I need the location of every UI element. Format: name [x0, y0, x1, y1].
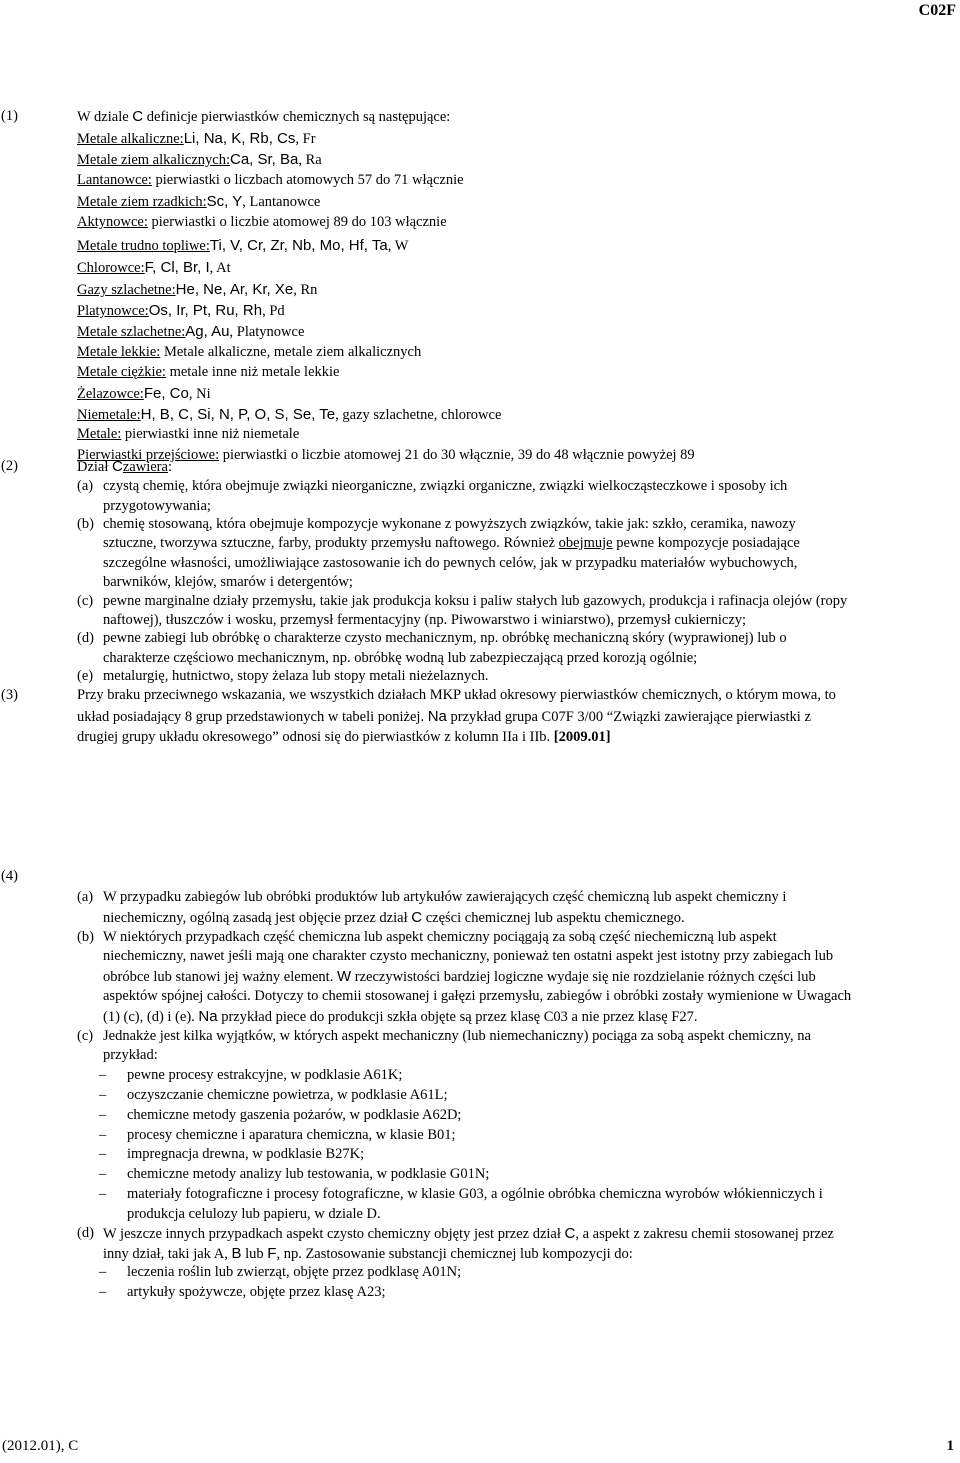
definition-term: Lantanowce:	[77, 172, 152, 188]
note-2-item-c-line: pewne marginalne działy przemysłu, takie jak produkcja koksu i paliw stałych lub gazowych, produkcja i rafinacja olejów (ropy	[103, 593, 848, 609]
definition-rest: , Ra	[298, 152, 322, 168]
definition-line	[77, 323, 304, 341]
note-2-item-b-label: (b)	[77, 516, 94, 532]
note-4-b-line: W niektórych przypadkach część chemiczna lub aspekt chemiczny pociągają za sobą część niechemiczną lub aspekt	[103, 929, 777, 945]
definition-term: Metale ziem alkalicznych:	[77, 152, 230, 168]
definition-rest: , Fr	[295, 131, 316, 147]
definition-line	[77, 302, 285, 320]
definition-term: Aktynowce:	[77, 214, 148, 230]
note-2-section-letter: C	[112, 458, 123, 475]
note-2-item-b-line: barwników, klejów, smarów i detergentów;	[103, 574, 353, 590]
note-4-a-text: niechemiczny, ogólną zasadą jest objęcie przez dział	[103, 910, 412, 926]
note-4-number: (4)	[1, 868, 18, 884]
note-4-c-dash-item: – procesy chemiczne i aparatura chemiczna, w klasie B01;	[99, 1127, 456, 1144]
definition-rest: , Ni	[188, 386, 211, 402]
note-4-d-text-end: , np. Zastosowanie substancji chemicznej lub kompozycji do:	[276, 1246, 633, 1262]
definition-line	[77, 406, 501, 424]
note-2-item-b-underlined: obejmuje	[558, 535, 613, 551]
note-4-b-label: (b)	[77, 929, 94, 945]
definition-elements: He, Ne, Ar, Kr, Xe	[175, 281, 294, 298]
definition-line	[77, 426, 299, 443]
page-code: C02F	[918, 2, 956, 19]
definition-rest: , Platynowce	[229, 324, 305, 340]
note-2-title-underlined: zawiera	[122, 459, 168, 475]
definition-elements: Li, Na, K, Rb, Cs	[183, 130, 296, 147]
definition-term: Gazy szlachetne:	[77, 282, 176, 298]
note-2-item-b-line: chemię stosowaną, która obejmuje kompozycje wykonane z powyższych związków, takie jak: szkło, ceramika, nawozy	[103, 516, 796, 532]
definition-term: Pierwiastki przejściowe:	[77, 447, 220, 463]
definition-term: Niemetale:	[77, 407, 141, 423]
note-4-b-line	[103, 1008, 698, 1026]
note-1-intro-text-end: definicje pierwiastków chemicznych są następujące:	[143, 109, 451, 125]
definition-term: Metale lekkie:	[77, 344, 161, 360]
definition-term: Metale:	[77, 426, 122, 442]
definition-elements: Ti, V, Cr, Zr, Nb, Mo, Hf, Ta	[209, 237, 388, 254]
definition-term: Metale trudno topliwe:	[77, 238, 210, 254]
note-4-c-dash-item: – chemiczne metody analizy lub testowania, w podklasie G01N;	[99, 1166, 489, 1183]
note-2-number: (2)	[1, 458, 18, 474]
note-4-d-line	[103, 1245, 633, 1263]
note-4-d-sans-letter-b: B	[231, 1245, 242, 1262]
note-4-d-text: W jeszcze innych przypadkach aspekt czysto chemiczny objęty jest przez dział	[103, 1226, 565, 1242]
note-2-item-e-label: (e)	[77, 668, 94, 684]
note-4-b-text-end: przykład piece do produkcji szkła objęte są przez klasę C03 a nie przez klasę F27.	[217, 1009, 698, 1025]
definition-line	[77, 237, 408, 255]
note-2-item-e-line: metalurgię, hutnictwo, stopy żelaza lub stopy metali nieżelaznych.	[103, 668, 489, 684]
note-2-item-a-line: czystą chemię, która obejmuje związki nieorganiczne, związki organiczne, związki wielkocząsteczkowe i sposoby ich	[103, 478, 788, 494]
definition-rest: , gazy szlachetne, chlorowce	[335, 407, 502, 423]
definition-line	[77, 385, 211, 403]
note-2-title	[77, 458, 172, 476]
note-4-b-sans-word: Na	[198, 1008, 218, 1025]
definition-term: Metale alkaliczne:	[77, 131, 184, 147]
note-4-b-line: aspektów spójnej całości. Dotyczy to chemii stosowanej i gałęzi przemysłu, zabiegów i obróbki zostały wymienione w Uwagach	[103, 988, 852, 1004]
definition-term: Metale ciężkie:	[77, 364, 166, 380]
definition-term: Metale ziem rzadkich:	[77, 194, 207, 210]
definition-rest: , W	[387, 238, 409, 254]
note-2-item-d-line: pewne zabiegi lub obróbkę o charakterze czysto mechanicznym, np. obróbkę mechaniczną skóry (wyprawionej) lub o	[103, 630, 787, 646]
definition-rest: pierwiastki o liczbie atomowej 89 do 103 włącznie	[147, 214, 447, 230]
definition-elements: Fe, Co	[143, 385, 189, 402]
definition-line	[77, 344, 421, 361]
definition-line	[77, 151, 322, 169]
note-4-b-line	[103, 968, 816, 986]
note-4-c-label: (c)	[77, 1028, 94, 1044]
note-3-version: [2009.01]	[553, 729, 611, 745]
note-4-c-line: przykład:	[103, 1047, 158, 1063]
note-4-c-dash-item: – materiały fotograficzne i procesy fotograficzne, w klasie G03, a ogólnie obróbka chemiczna wyrobów włókienniczych i	[99, 1186, 823, 1203]
definition-elements: Os, Ir, Pt, Ru, Rh	[148, 302, 263, 319]
note-4-b-text: (1) (c), (d) i (e).	[103, 1009, 199, 1025]
note-4-c-line: Jednakże jest kilka wyjątków, w których aspekt mechaniczny (lub niemechaniczny) pociąga za sobą aspekt chemiczny, na	[103, 1028, 811, 1044]
definition-rest: , Pd	[262, 303, 285, 319]
note-2-item-c-label: (c)	[77, 593, 94, 609]
definition-term: Metale szlachetne:	[77, 324, 186, 340]
note-1-number: (1)	[1, 108, 18, 124]
note-4-d-text-mid: lub	[241, 1246, 268, 1262]
note-2-item-d-label: (d)	[77, 630, 94, 646]
note-2-title-colon: :	[167, 459, 172, 475]
note-4-d-line	[103, 1225, 834, 1243]
definition-elements: Ca, Sr, Ba	[229, 151, 299, 168]
definition-elements: H, B, C, Si, N, P, O, S, Se, Te	[140, 406, 336, 423]
note-1-section-letter: C	[132, 108, 144, 125]
note-4-c-dash-item: – chemiczne metody gaszenia pożarów, w podklasie A62D;	[99, 1107, 461, 1124]
note-1-intro-text: W dziale	[77, 109, 133, 125]
note-4-a-sans-letter: C	[411, 909, 423, 926]
definition-line	[77, 281, 317, 299]
note-4-d-label: (d)	[77, 1225, 94, 1241]
definition-term: Platynowce:	[77, 303, 149, 319]
definition-line	[77, 364, 340, 381]
note-4-c-dash-item: – impregnacja drewna, w podklasie B27K;	[99, 1146, 364, 1163]
note-4-d-dash-item: – leczenia roślin lub zwierząt, objęte przez podklasę A01N;	[99, 1264, 461, 1281]
note-4-a-label: (a)	[77, 889, 94, 905]
note-3-number: (3)	[1, 687, 18, 703]
note-4-a-line: W przypadku zabiegów lub obróbki produktów lub artykułów zawierających część chemiczną lub aspekt chemiczny i	[103, 889, 787, 905]
note-4-d-text: inny dział, taki jak A,	[103, 1246, 232, 1262]
note-3-line	[77, 729, 611, 746]
definition-rest: , Lantanowce	[242, 194, 321, 210]
note-4-b-line: niechemiczny, nawet jeśli mają one charakter czysto mechaniczny, ponieważ ten ostatni aspekt jest istotny przy zabiegach lub	[103, 948, 834, 964]
note-1-intro	[77, 108, 450, 126]
note-4-b-text-end: rzeczywistości bardziej logiczne wydaje się nie rozdzielanie różnych części lub	[351, 969, 816, 985]
note-4-b-text: obróbce lub stanowi jej ważny element.	[103, 969, 337, 985]
note-4-c-dash-item: – pewne procesy estrakcyjne, w podklasie A61K;	[99, 1067, 402, 1084]
note-2-item-a-label: (a)	[77, 478, 94, 494]
definition-rest: metale inne niż metale lekkie	[165, 364, 340, 380]
definition-elements: Sc, Y	[206, 193, 243, 210]
definition-rest: , At	[209, 260, 231, 276]
note-3-line: Przy braku przeciwnego wskazania, we wszystkich działach MKP układ okresowy pierwiastków chemicznych, o którym mowa, to	[77, 687, 836, 703]
definition-term: Żelazowce:	[77, 386, 144, 402]
note-2-item-c-line: naftowej), tłuszczów i wosku, przemysł fermentacyjny (np. Piwowarstwo i winiarstwo), przemysł cukierniczy;	[103, 612, 747, 628]
note-3-text: drugiej grupy układu okresowego” odnosi się do pierwiastków z kolumn IIa i IIb.	[77, 729, 554, 745]
definition-line	[77, 193, 320, 211]
note-2-item-b-text-end: pewne kompozycje posiadające	[612, 535, 800, 551]
definition-elements: F, Cl, Br, I	[144, 259, 210, 276]
definition-rest: pierwiastki o liczbach atomowych 57 do 71 włącznie	[151, 172, 464, 188]
note-2-title-text: Dział	[77, 459, 113, 475]
note-4-d-sans-letter: C	[564, 1225, 576, 1242]
note-4-c-dash-item: – oczyszczanie chemiczne powietrza, w podklasie A61L;	[99, 1087, 447, 1104]
note-3-line	[77, 708, 811, 726]
definition-line	[77, 172, 464, 189]
note-3-text-end: przykład grupa C07F 3/00 “Związki zawierające pierwiastki z	[446, 709, 811, 725]
note-2-item-b-line: szczególne własności, umożliwiające zastosowanie ich do pewnych celów, jak w przypadku materiałów wybuchowych,	[103, 555, 798, 571]
note-2-item-b-line	[103, 535, 800, 552]
definition-term: Chlorowce:	[77, 260, 145, 276]
note-3-text: układ posiadający 8 grup przedstawionych w tabeli poniżej.	[77, 709, 428, 725]
footer-edition: (2012.01), C	[2, 1438, 79, 1454]
definition-elements: Ag, Au	[185, 323, 230, 340]
note-4-c-dash-continuation: produkcja celulozy lub papieru, w dziale D.	[127, 1206, 381, 1222]
note-2-item-a-line: przygotowywania;	[103, 498, 211, 514]
footer-page-number: 1	[946, 1438, 954, 1454]
definition-rest: pierwiastki o liczbie atomowej 21 do 30 włącznie, 39 do 48 włącznie powyżej 89	[219, 447, 695, 463]
definition-rest: pierwiastki inne niż niemetale	[121, 426, 300, 442]
note-4-a-text-end: części chemicznej lub aspektu chemicznego.	[422, 910, 685, 926]
definition-line	[77, 259, 231, 277]
note-3-sans-word: Na	[427, 708, 447, 725]
definition-rest: Metale alkaliczne, metale ziem alkalicznych	[160, 344, 422, 360]
definition-line	[77, 214, 447, 231]
note-4-d-sans-letter-f: F	[267, 1245, 277, 1262]
definition-line	[77, 130, 316, 148]
note-2-item-d-line: charakterze częściowo mechanicznym, np. obróbkę wodną lub zabezpieczającą przed korozją ogólnie;	[103, 650, 698, 666]
note-4-d-dash-item: – artykuły spożywcze, objęte przez klasę A23;	[99, 1284, 386, 1301]
note-4-d-text-end: , a aspekt z zakresu chemii stosowanej przez	[575, 1226, 834, 1242]
note-2-item-b-text: sztuczne, tworzywa sztuczne, farby, produkty przemysłu naftowego. Również	[103, 535, 559, 551]
note-4-b-sans-letter: W	[336, 968, 352, 985]
definition-rest: , Rn	[293, 282, 318, 298]
note-4-a-line	[103, 909, 685, 927]
